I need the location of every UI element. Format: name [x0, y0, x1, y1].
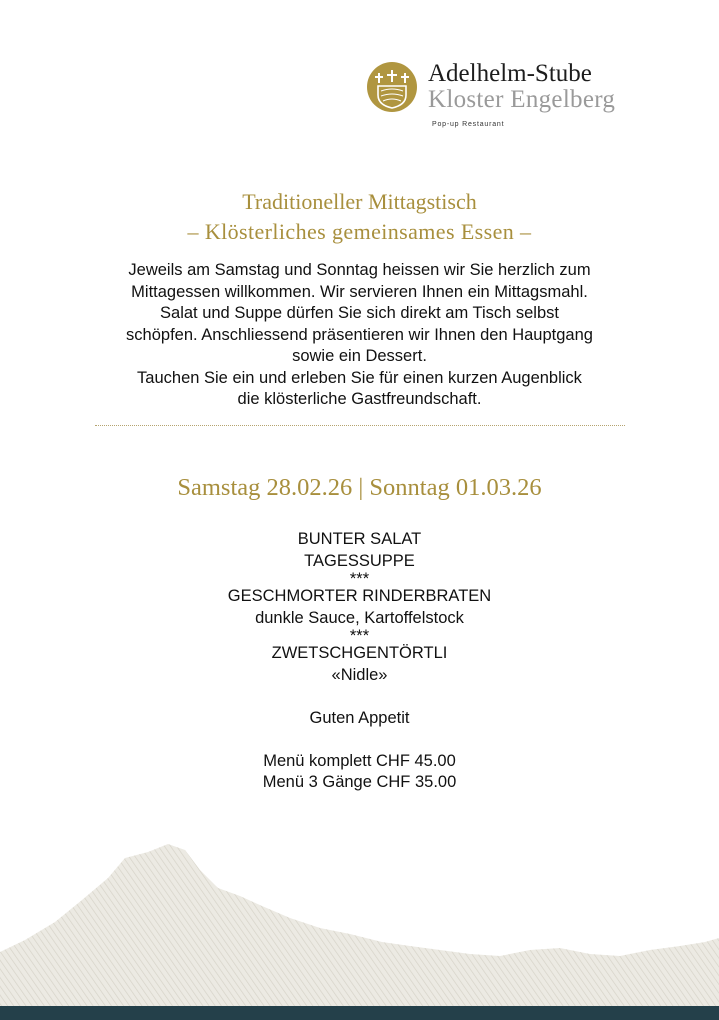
logo-name: Adelhelm-Stube [428, 60, 592, 87]
intro-text [80, 260, 639, 411]
menu-starter-soup: TAGESSUPPE [304, 551, 415, 570]
menu-main-course: GESCHMORTER RINDERBRATEN [227, 587, 492, 605]
price-full-menu: Menü komplett CHF 45.00 [263, 751, 456, 770]
menu-separator: *** [349, 570, 370, 588]
intro-line: Jeweils am Samstag und Sonntag heissen wir Sie herzlich zum [128, 261, 591, 279]
menu-dessert: ZWETSCHGENTÖRTLI [271, 644, 448, 662]
menu-date: Samstag 28.02.26 | Sonntag 01.03.26 [177, 474, 542, 501]
intro-line: schöpfen. Anschliessend präsentieren wir Ihnen den Hauptgang [126, 325, 593, 344]
intro-line: Salat und Suppe dürfen Sie sich direkt am Tisch selbst [160, 304, 559, 322]
menu-spacer [0, 729, 719, 751]
restaurant-logo [366, 58, 656, 138]
menu-starter-salad: BUNTER SALAT [297, 530, 422, 548]
price-three-course: Menü 3 Gänge CHF 35.00 [262, 773, 457, 791]
menu-list [0, 529, 719, 794]
menu-closing: Guten Appetit [309, 708, 410, 727]
logo-place: Kloster Engelberg [428, 86, 616, 113]
dotted-divider [95, 425, 625, 426]
footer-bar [0, 1006, 719, 1020]
menu-spacer [0, 686, 719, 708]
intro-subtitle: – Klösterliches gemeinsames Essen – [187, 219, 532, 244]
menu-separator: *** [349, 627, 370, 645]
intro-line: die klösterliche Gastfreundschaft. [237, 390, 482, 408]
intro-line: Mittagessen willkommen. Wir servieren Ihnen ein Mittagsmahl. [131, 282, 588, 301]
menu-dessert-description: «Nidle» [331, 665, 388, 684]
menu-main-description: dunkle Sauce, Kartoffelstock [255, 608, 464, 627]
intro-line: sowie ein Dessert. [292, 347, 427, 365]
monastery-crest-icon [366, 61, 418, 113]
intro-line: Tauchen Sie ein und erleben Sie für einen kurzen Augenblick [137, 368, 582, 387]
mountain-silhouette [0, 830, 719, 1010]
logo-subtitle: Pop-up Restaurant [432, 121, 505, 128]
intro-title: Traditioneller Mittagstisch [242, 189, 477, 214]
